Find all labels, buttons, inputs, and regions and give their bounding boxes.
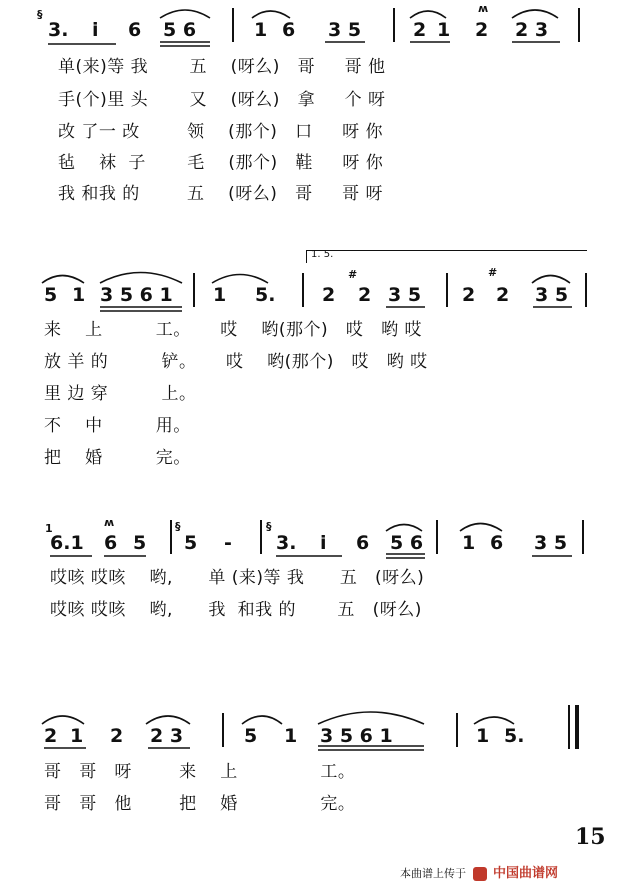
- note: 6: [104, 532, 118, 554]
- note: 1: [437, 19, 451, 41]
- note: 5: [133, 532, 147, 554]
- note: i: [320, 532, 327, 554]
- note: 6: [128, 19, 142, 41]
- note: 1: [254, 19, 268, 41]
- note: 1: [72, 284, 86, 306]
- ornament-mark: ʍ: [478, 2, 489, 15]
- note: 5 6: [390, 532, 424, 554]
- segno-mark: §: [266, 520, 272, 533]
- note: 3 5: [535, 284, 569, 306]
- note: 1: [476, 725, 490, 747]
- lyric-line: 来 上 工。 哎 哟(那个) 哎 哟 哎: [44, 320, 422, 340]
- note: 3 5: [388, 284, 422, 306]
- note: 2 3: [150, 725, 184, 747]
- note: -: [224, 532, 232, 554]
- note: 6: [282, 19, 296, 41]
- lyric-line: 我 和我 的 五 (呀么) 哥 哥 呀: [58, 184, 384, 204]
- lyric-line: 把 婚 完。: [44, 448, 191, 468]
- site-logo-icon: [473, 867, 487, 881]
- lyric-line: 不 中 用。: [44, 416, 191, 436]
- note: 3 5: [534, 532, 568, 554]
- page-number: 15: [575, 824, 606, 850]
- note: 5 6: [163, 19, 197, 41]
- note: 2: [413, 19, 427, 41]
- lyric-line: 里 边 穿 上。: [44, 384, 197, 404]
- note: 5: [244, 725, 258, 747]
- note: 2: [322, 284, 336, 306]
- note: 1: [213, 284, 227, 306]
- lyric-line: 哥 哥 他 把 婚 完。: [44, 794, 356, 814]
- note: 5: [184, 532, 198, 554]
- note: 1: [70, 725, 84, 747]
- note: 2: [462, 284, 476, 306]
- note: 1: [284, 725, 298, 747]
- note: 6: [356, 532, 370, 554]
- segno-mark: §: [175, 520, 181, 533]
- segno-mark: §: [37, 8, 43, 21]
- footer-brand: 中国曲谱网: [493, 866, 559, 881]
- sharp-mark: #: [488, 266, 498, 279]
- note: 2: [44, 725, 58, 747]
- sharp-mark: #: [348, 268, 358, 281]
- note: 6: [490, 532, 504, 554]
- note: 5.: [255, 284, 276, 306]
- note: 2: [496, 284, 510, 306]
- footer-credit: [400, 862, 558, 881]
- note: 3 5: [328, 19, 362, 41]
- note: 3.: [48, 19, 69, 41]
- note: 3 5 6 1: [320, 725, 393, 747]
- note: 2: [475, 19, 489, 41]
- note: i: [92, 19, 99, 41]
- note: 5.: [504, 725, 525, 747]
- lyric-line: 改 了一 改 领 (那个) 口 呀 你: [58, 122, 384, 142]
- note: 5: [44, 284, 58, 306]
- note: 2: [358, 284, 372, 306]
- note: 2: [110, 725, 124, 747]
- note: 6.1: [50, 532, 84, 554]
- lyric-line: 哎咳 哎咳 哟, 我 和我 的 五 (呀么): [50, 600, 422, 620]
- footer-text: 本曲谱上传于: [400, 867, 466, 880]
- note: 3.: [276, 532, 297, 554]
- note: 2 3: [515, 19, 549, 41]
- lyric-line: 哥 哥 呀 来 上 工。: [44, 762, 356, 782]
- lyric-line: 放 羊 的 铲。 哎 哟(那个) 哎 哟 哎: [44, 352, 428, 372]
- lyric-line: 单(来)等 我 五 (呀么) 哥 哥 他: [58, 57, 386, 77]
- note: 3 5 6 1: [100, 284, 173, 306]
- volta-label: 1. 5.: [311, 249, 334, 260]
- ornament-mark: ʍ: [104, 516, 115, 529]
- grace-note: 1: [45, 522, 53, 535]
- lyric-line: 手(个)里 头 又 (呀么) 拿 个 呀: [58, 90, 386, 110]
- lyric-line: 哎咳 哎咳 哟, 单 (来)等 我 五 (呀么): [50, 568, 425, 588]
- lyric-line: 毡 袜 子 毛 (那个) 鞋 呀 你: [58, 153, 384, 173]
- note: 1: [462, 532, 476, 554]
